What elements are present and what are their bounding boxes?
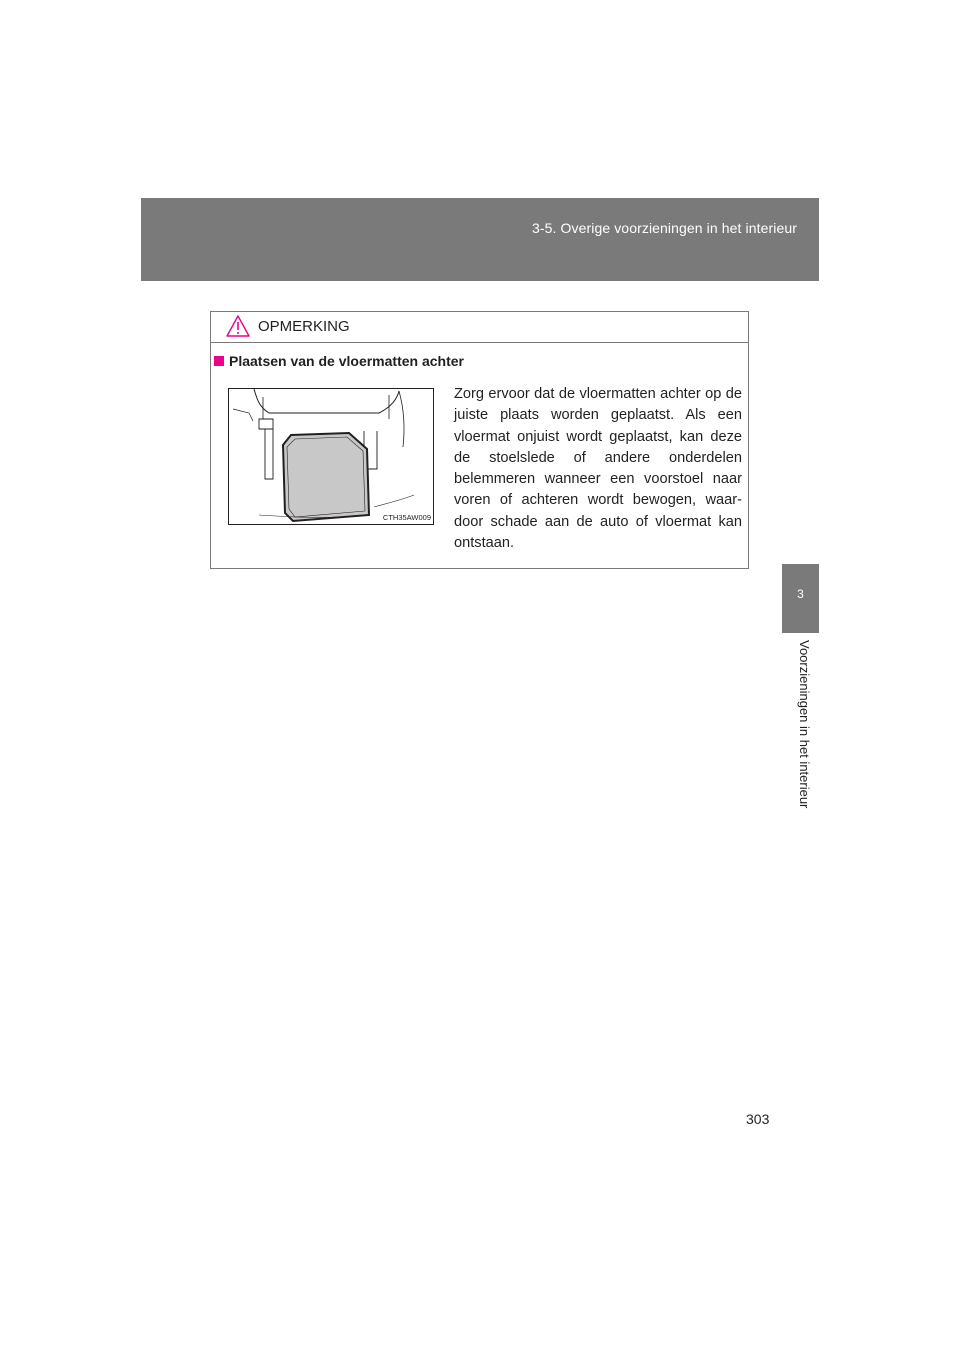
notice-box: [210, 311, 749, 569]
notice-header: [211, 312, 748, 343]
warning-triangle-icon: [226, 315, 250, 337]
floor-mat-illustration: [228, 388, 434, 525]
subheading-text: Plaatsen van de vloermatten achter: [229, 353, 464, 369]
notice-body: Zorg ervoor dat de vloermatten achter op de juiste plaats worden geplaatst. Als een vloermat onjuist wordt geplaatst, kan deze de stoelslede of andere onderdelen belemmeren wanneer een voorstoel naar voren of achteren wordt bewogen, waar-door schade aan de auto of vloermat kan ontstaan.: [454, 386, 742, 552]
chapter-number: 3: [797, 587, 804, 601]
floor-mat-drawing: [229, 389, 433, 524]
section-title: 3-5. Overige voorzieningen in het interieur: [531, 220, 797, 236]
notice-title: OPMERKING: [258, 318, 350, 335]
illustration-code: CTH35AW009: [382, 513, 431, 522]
chapter-tab: [782, 564, 819, 633]
subheading: [214, 353, 464, 369]
chapter-label: Voorzieningen in het interieur: [797, 640, 812, 809]
page-number: 303: [746, 1111, 770, 1127]
header-band: [141, 198, 819, 281]
square-bullet-icon: [214, 356, 224, 366]
